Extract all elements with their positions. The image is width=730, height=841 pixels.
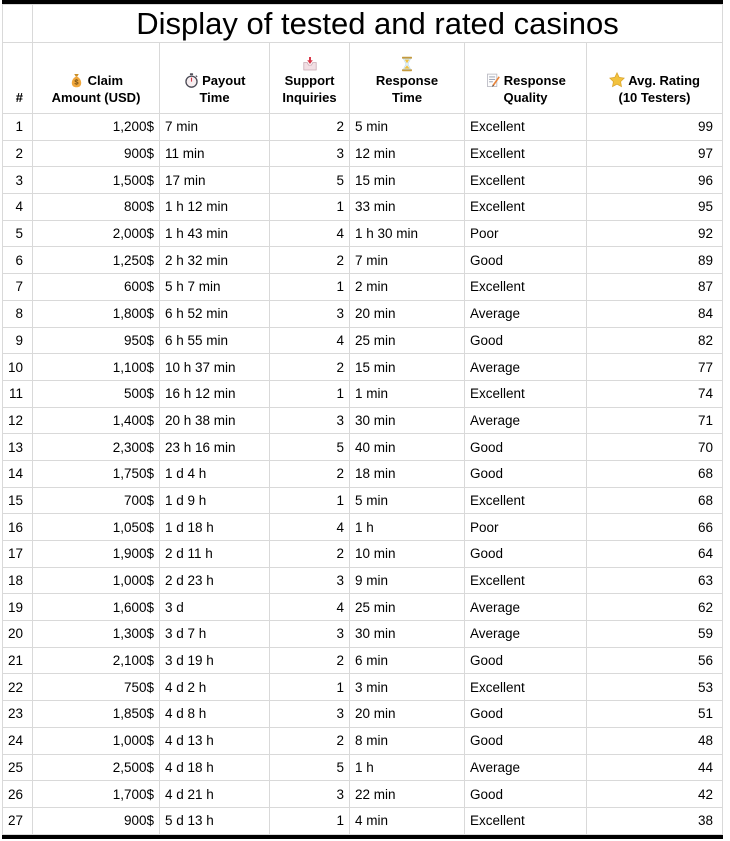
claim-amount-cell: 1,600$ (33, 594, 160, 621)
support-inquiries-cell: 4 (270, 220, 350, 247)
support-inquiries-cell: 2 (270, 541, 350, 568)
response-quality-cell: Good (465, 327, 587, 354)
table-row (3, 621, 723, 648)
table-row (3, 354, 723, 381)
response-quality-cell: Excellent (465, 194, 587, 221)
support-inquiries-cell: 1 (270, 674, 350, 701)
row-number-cell: 1 (3, 114, 33, 141)
table-row (3, 674, 723, 701)
table-row (3, 327, 723, 354)
claim-amount-cell: 1,850$ (33, 701, 160, 728)
response-quality-cell: Average (465, 300, 587, 327)
svg-text:$: $ (74, 77, 79, 87)
claim-amount-cell: 2,000$ (33, 220, 160, 247)
table-row (3, 594, 723, 621)
title-row (3, 5, 723, 43)
inbox-tray-icon (275, 55, 344, 72)
payout-time-cell: 2 d 11 h (160, 541, 270, 568)
row-number-cell: 22 (3, 674, 33, 701)
row-number-cell: 17 (3, 541, 33, 568)
claim-amount-cell: 2,500$ (33, 754, 160, 781)
memo-icon (485, 72, 500, 89)
support-inquiries-cell: 5 (270, 167, 350, 194)
claim-amount-cell: 1,300$ (33, 621, 160, 648)
table-row (3, 514, 723, 541)
table-row (3, 140, 723, 167)
avg-rating-cell: 63 (587, 567, 723, 594)
payout-time-cell: 4 d 2 h (160, 674, 270, 701)
avg-rating-cell: 56 (587, 647, 723, 674)
support-inquiries-cell: 2 (270, 460, 350, 487)
response-quality-cell: Good (465, 460, 587, 487)
avg-rating-cell: 92 (587, 220, 723, 247)
support-inquiries-cell: 3 (270, 781, 350, 808)
response-quality-cell: Average (465, 754, 587, 781)
claim-amount-cell: 700$ (33, 487, 160, 514)
row-number-cell: 21 (3, 647, 33, 674)
claim-amount-cell: 1,050$ (33, 514, 160, 541)
response-quality-cell: Excellent (465, 487, 587, 514)
response-quality-cell: Good (465, 781, 587, 808)
column-header-number-label: # (15, 90, 23, 105)
response-quality-cell: Excellent (465, 674, 587, 701)
stopwatch-icon (184, 72, 199, 89)
response-time-cell: 18 min (350, 460, 465, 487)
row-number-cell: 24 (3, 727, 33, 754)
payout-time-cell: 5 h 7 min (160, 274, 270, 301)
table-row (3, 434, 723, 461)
claim-amount-cell: 1,100$ (33, 354, 160, 381)
avg-rating-cell: 66 (587, 514, 723, 541)
payout-time-cell: 4 d 13 h (160, 727, 270, 754)
avg-rating-cell: 82 (587, 327, 723, 354)
row-number-cell: 19 (3, 594, 33, 621)
response-quality-cell: Good (465, 727, 587, 754)
payout-time-cell: 7 min (160, 114, 270, 141)
response-time-cell: 7 min (350, 247, 465, 274)
row-number-cell: 27 (3, 807, 33, 834)
star-icon (609, 72, 625, 89)
support-inquiries-cell: 5 (270, 434, 350, 461)
response-time-cell: 4 min (350, 807, 465, 834)
support-inquiries-cell: 2 (270, 647, 350, 674)
row-number-cell: 9 (3, 327, 33, 354)
column-header-avg-rating: Avg. Rating (10 Testers) (587, 43, 723, 114)
table-row (3, 274, 723, 301)
payout-time-cell: 17 min (160, 167, 270, 194)
claim-amount-cell: 950$ (33, 327, 160, 354)
claim-amount-cell: 1,900$ (33, 541, 160, 568)
response-quality-cell: Excellent (465, 567, 587, 594)
table-row (3, 541, 723, 568)
response-time-cell: 1 h (350, 754, 465, 781)
support-inquiries-cell: 2 (270, 114, 350, 141)
response-time-cell: 40 min (350, 434, 465, 461)
row-number-cell: 2 (3, 140, 33, 167)
avg-rating-cell: 96 (587, 167, 723, 194)
response-quality-cell: Average (465, 354, 587, 381)
response-time-cell: 8 min (350, 727, 465, 754)
response-time-cell: 22 min (350, 781, 465, 808)
row-number-cell: 23 (3, 701, 33, 728)
column-header-response-quality: Response Quality (465, 43, 587, 114)
response-time-cell: 6 min (350, 647, 465, 674)
row-number-cell: 7 (3, 274, 33, 301)
payout-time-cell: 5 d 13 h (160, 807, 270, 834)
claim-amount-cell: 1,000$ (33, 727, 160, 754)
avg-rating-cell: 74 (587, 380, 723, 407)
claim-amount-cell: 1,750$ (33, 460, 160, 487)
casino-rating-table (2, 0, 723, 839)
header-row (3, 43, 723, 114)
claim-amount-cell: 750$ (33, 674, 160, 701)
table-row (3, 807, 723, 834)
response-quality-cell: Average (465, 621, 587, 648)
support-inquiries-cell: 1 (270, 380, 350, 407)
row-number-cell: 11 (3, 380, 33, 407)
claim-amount-cell: 500$ (33, 380, 160, 407)
payout-time-cell: 20 h 38 min (160, 407, 270, 434)
response-quality-cell: Average (465, 407, 587, 434)
row-number-cell: 10 (3, 354, 33, 381)
avg-rating-cell: 42 (587, 781, 723, 808)
row-number-cell: 16 (3, 514, 33, 541)
payout-time-cell: 1 d 4 h (160, 460, 270, 487)
payout-time-cell: 1 d 9 h (160, 487, 270, 514)
claim-amount-cell: 1,250$ (33, 247, 160, 274)
support-inquiries-cell: 3 (270, 300, 350, 327)
avg-rating-cell: 84 (587, 300, 723, 327)
column-header-response-time: Response Time (350, 43, 465, 114)
payout-time-cell: 4 d 18 h (160, 754, 270, 781)
row-number-cell: 13 (3, 434, 33, 461)
response-time-cell: 12 min (350, 140, 465, 167)
table-row (3, 247, 723, 274)
table-row (3, 647, 723, 674)
row-number-cell: 4 (3, 194, 33, 221)
table-row (3, 167, 723, 194)
row-number-cell: 25 (3, 754, 33, 781)
avg-rating-cell: 97 (587, 140, 723, 167)
payout-time-cell: 1 d 18 h (160, 514, 270, 541)
response-time-cell: 20 min (350, 701, 465, 728)
row-number-cell: 15 (3, 487, 33, 514)
response-time-cell: 15 min (350, 354, 465, 381)
claim-amount-cell: 1,700$ (33, 781, 160, 808)
table-row (3, 460, 723, 487)
support-inquiries-cell: 4 (270, 514, 350, 541)
avg-rating-cell: 53 (587, 674, 723, 701)
support-inquiries-cell: 1 (270, 194, 350, 221)
row-number-cell: 18 (3, 567, 33, 594)
avg-rating-cell: 44 (587, 754, 723, 781)
response-time-cell: 30 min (350, 621, 465, 648)
row-number-cell: 14 (3, 460, 33, 487)
response-time-cell: 25 min (350, 594, 465, 621)
support-inquiries-cell: 1 (270, 487, 350, 514)
response-quality-cell: Excellent (465, 380, 587, 407)
avg-rating-cell: 68 (587, 460, 723, 487)
claim-amount-cell: 1,000$ (33, 567, 160, 594)
support-inquiries-cell: 3 (270, 140, 350, 167)
response-time-cell: 1 h 30 min (350, 220, 465, 247)
claim-amount-cell: 900$ (33, 140, 160, 167)
payout-time-cell: 6 h 52 min (160, 300, 270, 327)
response-quality-cell: Excellent (465, 114, 587, 141)
avg-rating-cell: 89 (587, 247, 723, 274)
support-inquiries-cell: 2 (270, 354, 350, 381)
column-header-number (3, 43, 33, 114)
claim-amount-cell: 1,400$ (33, 407, 160, 434)
support-inquiries-cell: 3 (270, 407, 350, 434)
table-row (3, 407, 723, 434)
table-row (3, 380, 723, 407)
table-row (3, 781, 723, 808)
support-inquiries-cell: 1 (270, 807, 350, 834)
table-row (3, 754, 723, 781)
table-row (3, 727, 723, 754)
table-row (3, 300, 723, 327)
table-row (3, 114, 723, 141)
avg-rating-cell: 62 (587, 594, 723, 621)
data-table (2, 4, 723, 835)
response-quality-cell: Good (465, 647, 587, 674)
response-quality-cell: Good (465, 434, 587, 461)
page-title: Display of tested and rated casinos (33, 5, 723, 43)
response-quality-cell: Excellent (465, 274, 587, 301)
support-inquiries-cell: 3 (270, 621, 350, 648)
response-quality-cell: Excellent (465, 807, 587, 834)
avg-rating-cell: 71 (587, 407, 723, 434)
payout-time-cell: 3 d 19 h (160, 647, 270, 674)
avg-rating-cell: 87 (587, 274, 723, 301)
claim-amount-cell: 2,100$ (33, 647, 160, 674)
payout-time-cell: 23 h 16 min (160, 434, 270, 461)
avg-rating-cell: 59 (587, 621, 723, 648)
row-number-cell: 6 (3, 247, 33, 274)
payout-time-cell: 4 d 8 h (160, 701, 270, 728)
row-number-cell: 5 (3, 220, 33, 247)
payout-time-cell: 11 min (160, 140, 270, 167)
payout-time-cell: 4 d 21 h (160, 781, 270, 808)
claim-amount-cell: 1,500$ (33, 167, 160, 194)
money-bag-icon (69, 72, 84, 89)
response-time-cell: 1 min (350, 380, 465, 407)
table-row (3, 194, 723, 221)
response-time-cell: 20 min (350, 300, 465, 327)
response-time-cell: 2 min (350, 274, 465, 301)
table-row (3, 220, 723, 247)
response-time-cell: 9 min (350, 567, 465, 594)
response-quality-cell: Poor (465, 220, 587, 247)
response-quality-cell: Average (465, 594, 587, 621)
payout-time-cell: 16 h 12 min (160, 380, 270, 407)
avg-rating-cell: 48 (587, 727, 723, 754)
support-inquiries-cell: 1 (270, 274, 350, 301)
response-quality-cell: Excellent (465, 167, 587, 194)
support-inquiries-cell: 4 (270, 594, 350, 621)
response-time-cell: 3 min (350, 674, 465, 701)
response-time-cell: 10 min (350, 541, 465, 568)
hourglass-icon (355, 55, 459, 72)
claim-amount-cell: 900$ (33, 807, 160, 834)
payout-time-cell: 2 h 32 min (160, 247, 270, 274)
claim-amount-cell: 1,200$ (33, 114, 160, 141)
payout-time-cell: 3 d (160, 594, 270, 621)
response-time-cell: 5 min (350, 487, 465, 514)
support-inquiries-cell: 3 (270, 567, 350, 594)
title-row-spacer-cell (3, 5, 33, 43)
avg-rating-cell: 68 (587, 487, 723, 514)
response-time-cell: 1 h (350, 514, 465, 541)
avg-rating-cell: 51 (587, 701, 723, 728)
support-inquiries-cell: 5 (270, 754, 350, 781)
payout-time-cell: 6 h 55 min (160, 327, 270, 354)
avg-rating-cell: 64 (587, 541, 723, 568)
column-header-claim-amount: $ Claim Amount (USD) (33, 43, 160, 114)
response-time-cell: 25 min (350, 327, 465, 354)
column-header-support-inquiries: Support Inquiries (270, 43, 350, 114)
claim-amount-cell: 600$ (33, 274, 160, 301)
row-number-cell: 8 (3, 300, 33, 327)
payout-time-cell: 1 h 12 min (160, 194, 270, 221)
table-row (3, 487, 723, 514)
payout-time-cell: 3 d 7 h (160, 621, 270, 648)
avg-rating-cell: 99 (587, 114, 723, 141)
response-time-cell: 5 min (350, 114, 465, 141)
avg-rating-cell: 38 (587, 807, 723, 834)
support-inquiries-cell: 2 (270, 247, 350, 274)
avg-rating-cell: 70 (587, 434, 723, 461)
support-inquiries-cell: 4 (270, 327, 350, 354)
row-number-cell: 20 (3, 621, 33, 648)
response-quality-cell: Good (465, 541, 587, 568)
table-row (3, 701, 723, 728)
support-inquiries-cell: 2 (270, 727, 350, 754)
avg-rating-cell: 95 (587, 194, 723, 221)
table-row (3, 567, 723, 594)
avg-rating-cell: 77 (587, 354, 723, 381)
column-header-payout-time: Payout Time (160, 43, 270, 114)
response-quality-cell: Good (465, 701, 587, 728)
response-quality-cell: Good (465, 247, 587, 274)
response-quality-cell: Excellent (465, 140, 587, 167)
payout-time-cell: 2 d 23 h (160, 567, 270, 594)
row-number-cell: 3 (3, 167, 33, 194)
response-quality-cell: Poor (465, 514, 587, 541)
support-inquiries-cell: 3 (270, 701, 350, 728)
response-time-cell: 30 min (350, 407, 465, 434)
claim-amount-cell: 2,300$ (33, 434, 160, 461)
row-number-cell: 26 (3, 781, 33, 808)
response-time-cell: 15 min (350, 167, 465, 194)
payout-time-cell: 1 h 43 min (160, 220, 270, 247)
payout-time-cell: 10 h 37 min (160, 354, 270, 381)
response-time-cell: 33 min (350, 194, 465, 221)
table-body (3, 114, 723, 835)
claim-amount-cell: 1,800$ (33, 300, 160, 327)
row-number-cell: 12 (3, 407, 33, 434)
claim-amount-cell: 800$ (33, 194, 160, 221)
